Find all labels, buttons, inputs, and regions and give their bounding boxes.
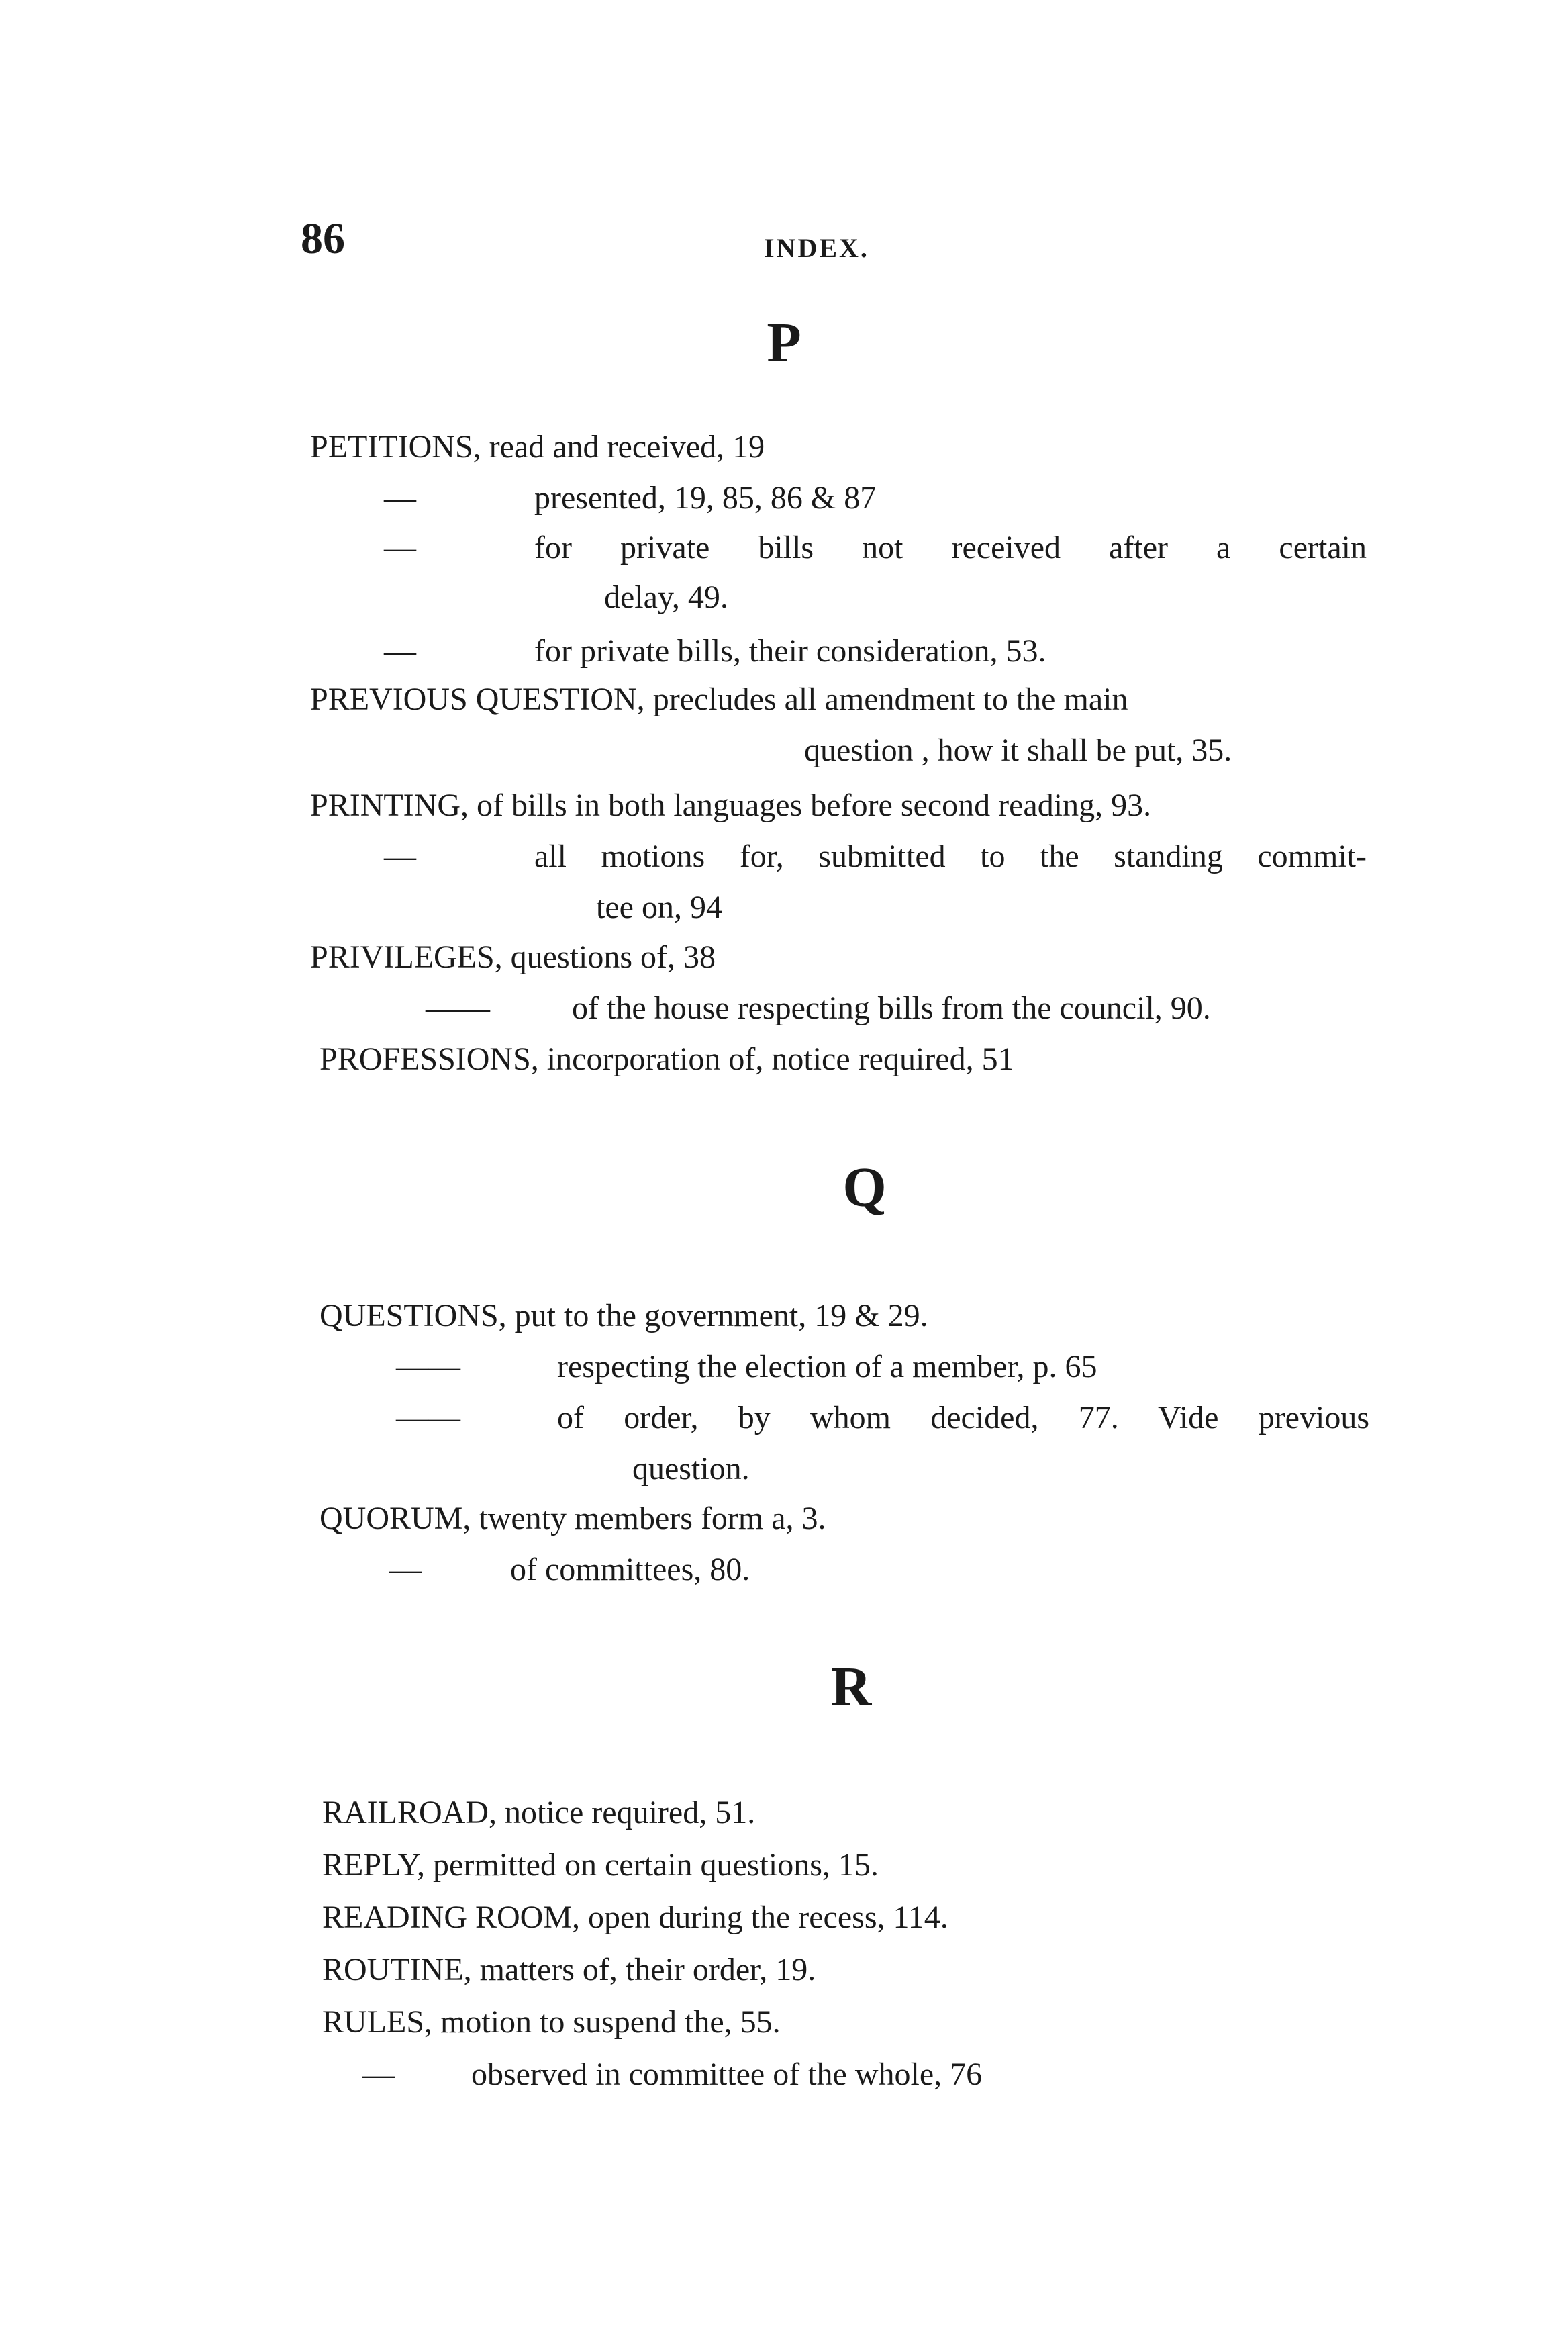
index-subentry: [557, 1398, 1369, 1438]
index-entry: [310, 427, 765, 467]
entry-head: ROUTINE,: [322, 1952, 472, 1987]
index-entry: [320, 1039, 1014, 1080]
entry-text: for private bills not received after a certain: [534, 530, 1367, 565]
index-subentry: [534, 837, 1367, 877]
index-subentry: [534, 528, 1367, 568]
index-subentry: for private bills, their consideration, 53.: [534, 633, 1046, 669]
index-subentry: respecting the election of a member, p. 65: [557, 1349, 1097, 1384]
entry-head: PREVIOUS QUESTION,: [310, 681, 645, 717]
entry-dash: —: [384, 839, 416, 874]
entry-text: read and received, 19: [489, 429, 765, 465]
entry-dash: —: [384, 480, 416, 516]
index-entry: [310, 786, 1151, 826]
page-number: 86: [301, 214, 345, 263]
entry-head: PROFESSIONS,: [320, 1041, 539, 1077]
entry-dash: —: [384, 530, 416, 565]
index-entry: [320, 1499, 826, 1539]
entry-head: PRINTING,: [310, 788, 469, 823]
entry-head: PRIVILEGES,: [310, 939, 503, 975]
entry-head: REPLY,: [322, 1847, 426, 1883]
entry-head: READING ROOM,: [322, 1899, 580, 1935]
entry-dash: ——: [396, 1400, 460, 1436]
entry-continuation: question.: [632, 1451, 750, 1487]
entry-text: permitted on certain questions, 15.: [433, 1847, 879, 1883]
entry-dash: —: [384, 633, 416, 669]
entry-head: QUORUM,: [320, 1501, 471, 1536]
entry-head: PETITIONS,: [310, 429, 481, 465]
entry-text: twenty members form a, 3.: [479, 1501, 826, 1536]
entry-text: all motions for, submitted to the standing commit-: [534, 839, 1367, 874]
entry-text: questions of, 38: [510, 939, 716, 975]
entry-head: RULES,: [322, 2004, 433, 2040]
entry-dash: —: [362, 2057, 395, 2092]
entry-head: RAILROAD,: [322, 1795, 497, 1830]
entry-dash: —: [389, 1552, 422, 1587]
entry-text: matters of, their order, 19.: [479, 1952, 816, 1987]
entry-text: motion to suspend the, 55.: [440, 2004, 781, 2040]
entry-head: QUESTIONS,: [320, 1298, 507, 1333]
index-entry: [310, 679, 1128, 720]
entry-continuation: question , how it shall be put, 35.: [804, 733, 1232, 768]
index-entry: [322, 1950, 816, 1990]
entry-text: put to the government, 19 & 29.: [514, 1298, 928, 1333]
index-subentry: observed in committee of the whole, 76: [471, 2057, 983, 2092]
section-letter-r: R: [830, 1656, 872, 1718]
index-entry: [322, 1793, 755, 1833]
entry-dash: ——: [426, 990, 490, 1026]
entry-text: incorporation of, notice required, 51: [546, 1041, 1014, 1077]
index-entry: [310, 937, 716, 978]
entry-text: open during the recess, 114.: [588, 1899, 948, 1935]
index-entry: [322, 1897, 948, 1938]
index-entry: [322, 2002, 781, 2042]
entry-text: of order, by whom decided, 77. Vide previous: [557, 1400, 1369, 1436]
index-subentry: presented, 19, 85, 86 & 87: [534, 480, 877, 516]
entry-text: of bills in both languages before second reading, 93.: [477, 788, 1152, 823]
entry-continuation: delay, 49.: [604, 579, 728, 615]
entry-text: precludes all amendment to the main: [652, 681, 1128, 717]
index-subentry: of committees, 80.: [510, 1552, 750, 1587]
entry-continuation: tee on, 94: [596, 890, 722, 925]
index-entry: [322, 1845, 879, 1885]
index-subentry: of the house respecting bills from the council, 90.: [572, 990, 1211, 1026]
section-letter-q: Q: [842, 1156, 887, 1219]
section-letter-p: P: [767, 312, 801, 374]
entry-dash: ——: [396, 1349, 460, 1384]
index-entry: [320, 1296, 928, 1336]
running-head: INDEX.: [764, 233, 869, 263]
entry-text: notice required, 51.: [505, 1795, 756, 1830]
